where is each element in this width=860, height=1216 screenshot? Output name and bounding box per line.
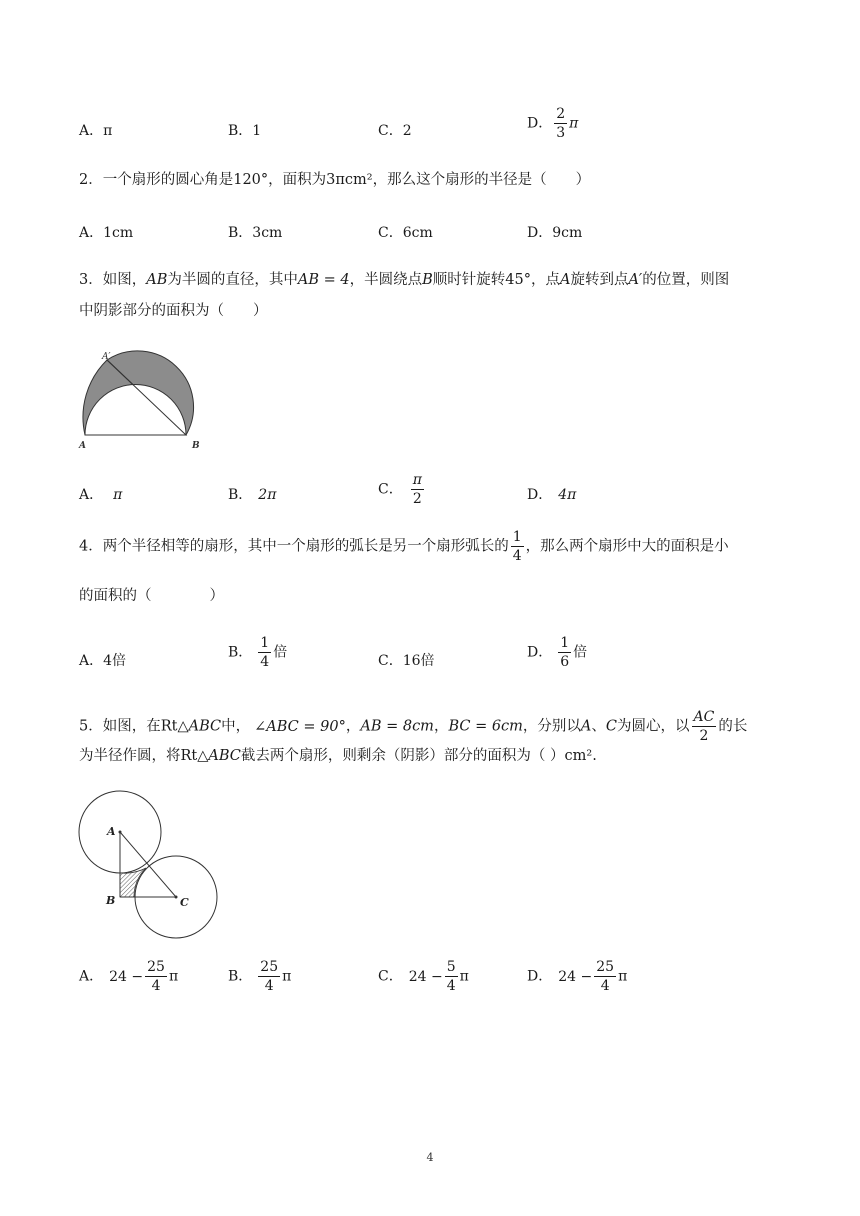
q4-option-c: C．16倍 [378,653,435,669]
label-a: A [107,825,116,838]
q4-option-a: A．4倍 [79,653,127,669]
fraction: $\frac{1}{4}$ [260,635,270,670]
q3-option-d: D． 4π [527,487,577,503]
fraction: $\frac{1}{4}$ [512,529,522,564]
page-number: 4 [426,1151,434,1164]
fraction: $\frac{25}{4}$ [596,959,615,994]
q5-option-a: A． 24 − $\frac{25}{4}$ π [79,959,179,994]
fraction: $\frac{AC}{2}$ [693,709,715,744]
q3-figure [72,345,222,455]
q5-option-b: B． $\frac{25}{4}$ π [228,959,292,994]
fraction: $\frac{1}{6}$ [560,635,570,670]
center-c-dot [175,896,178,899]
question-3-line-2: 中阴影部分的面积为（ ） [79,303,268,319]
q1-option-b: B．1 [228,123,262,139]
center-a-dot [119,831,122,834]
label-c: C [180,896,189,909]
q2-option-a: A．1cm [79,225,134,241]
question-3-line-1: 3．如图，AB为半圆的直径，其中AB = 4，半圆绕点B顺时针旋转45°，点A旋转到点A′的位置，则图 [79,272,730,288]
q1-option-a: A．π [79,123,113,139]
q2-option-b: B．3cm [228,225,283,241]
question-5-line-1: 5．如图，在Rt△ABC中， ∠ABC = 90°，AB = 8cm，BC = 6cm，分别以A、C为圆心，以 $\frac{AC}{2}$ 的长 [79,709,748,744]
q1-option-d: D． $\frac{2}{3}$ π [527,106,579,141]
label-a: A [79,441,86,451]
fraction: $\frac{\pi}{2}$ [412,472,422,507]
q3-option-a: A． π [79,487,123,503]
label-b: B [192,441,200,451]
q5-figure [76,788,222,944]
q4-option-d: D． $\frac{1}{6}$ 倍 [527,635,588,670]
question-5-line-2: 为半径作圆，将Rt△ABC截去两个扇形，则剩余（阴影）部分的面积为（ ）cm². [79,748,597,764]
q2-option-d: D．9cm [527,225,583,241]
question-2-text: 2．一个扇形的圆心角是120°，面积为3πcm²，那么这个扇形的半径是（ ） [79,172,591,188]
fraction: $\frac{25}{4}$ [260,959,279,994]
question-4-line-2: 的面积的（ ） [79,588,224,604]
q5-option-d: D． 24 − $\frac{25}{4}$ π [527,959,628,994]
q5-option-c: C． 24 − $\frac{5}{4}$ π [378,959,469,994]
q4-option-b: B． $\frac{1}{4}$ 倍 [228,635,288,670]
question-4-line-1: 4．两个半径相等的扇形，其中一个扇形的弧长是另一个扇形弧长的 $\frac{1}{4}$ ，那么两个扇形中大的面积是小 [79,529,729,564]
fraction: $\frac{5}{4}$ [446,959,456,994]
q2-option-c: C．6cm [378,225,433,241]
q1-option-c: C．2 [378,123,412,139]
q3-option-b: B． 2π [228,487,277,503]
label-a-prime: A′ [102,352,111,362]
label-b: B [106,894,116,907]
fraction: $\frac{25}{4}$ [147,959,165,994]
q3-option-c: C． $\frac{\pi}{2}$ [378,472,422,507]
fraction: $\frac{2}{3}$ [556,106,566,141]
